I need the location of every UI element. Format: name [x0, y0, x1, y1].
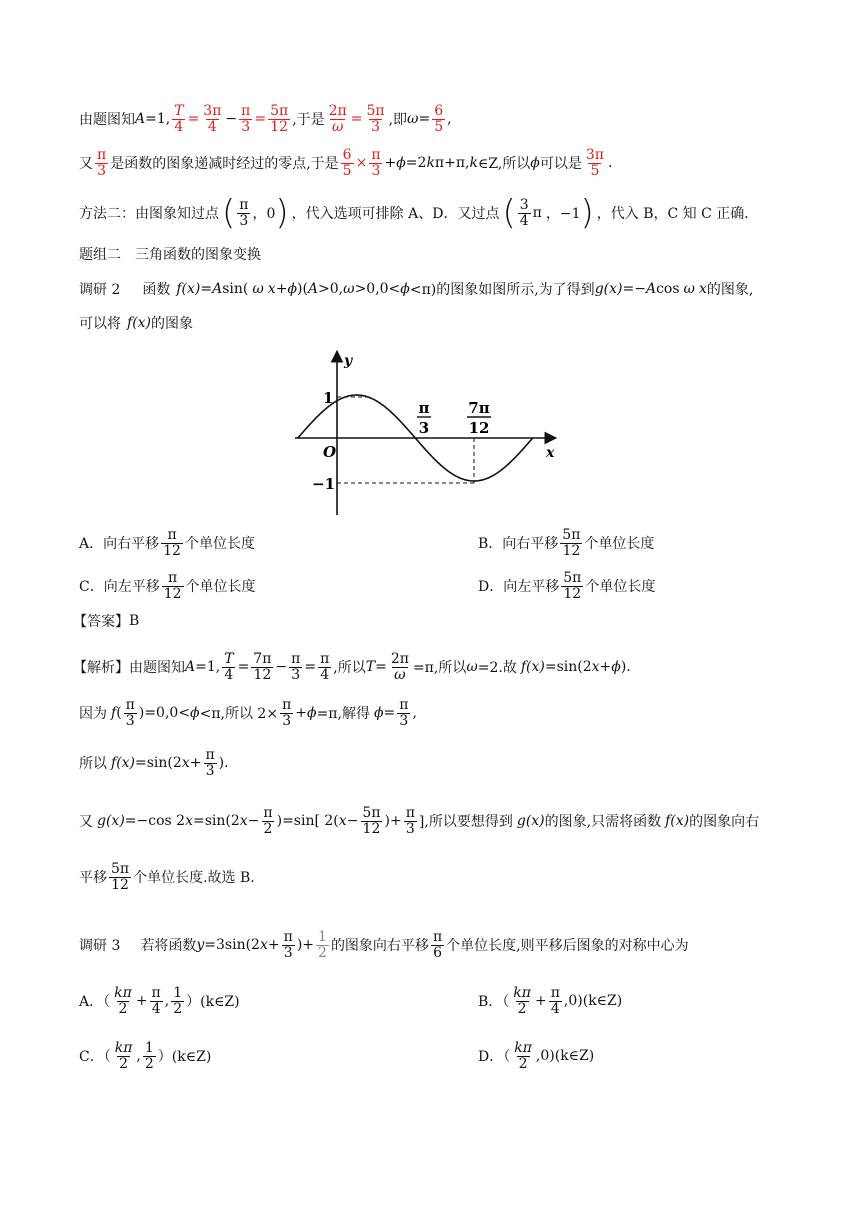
question-2-line-2: 可以将 f (x) 的图象: [79, 315, 194, 332]
text: ,: [447, 111, 452, 128]
var: k: [426, 155, 435, 172]
text: 是函数的图象递减时经过的零点,于是: [110, 156, 339, 173]
analysis-line-4: 又 g (x) =−cos 2 x =sin(2 x − $\frac{\pi}{2}$ )=sin[ 2( x − $\frac{5\pi}{12}$ )+ $\frac{\pi}{3}$ ],所以要想得到 g (x) 的图象,只需将函数 f (x) 的图象向右: [79, 805, 760, 837]
text: 又: [79, 156, 93, 173]
origin-label: O: [323, 443, 337, 461]
text: =: [254, 111, 267, 128]
var: A: [135, 111, 146, 128]
option-3b[interactable]: B．（ $\frac{k\pi}{2}$ + $\frac{\pi}{4}$ ,0)(k∈Z): [478, 985, 623, 1017]
pi-over-3-num: π: [418, 399, 430, 417]
text: 可以是: [539, 156, 582, 173]
pi-over-3-den: 3: [418, 419, 430, 437]
option-2a[interactable]: A．向右平移 $\frac{\pi}{12}$ 个单位长度: [79, 527, 255, 559]
answer-line: [73, 611, 139, 631]
question-2-line-1: 调研 2 函数 f (x) = A sin( ω x + ϕ )( A >0, ω >0,0< ϕ <π)的图象如图所示,为了得到 g (x) =− A cos ω x 的图象,: [79, 281, 754, 298]
answer-value: B: [129, 613, 140, 629]
text: =1,: [145, 111, 171, 128]
option-3c[interactable]: C．（ $\frac{k\pi}{2}$ , $\frac{1}{2}$ ）(k∈Z): [79, 1040, 212, 1072]
fraction: $\frac{3\pi}{5}$: [585, 147, 604, 179]
option-3d[interactable]: D．（ $\frac{k\pi}{2}$ ,0)(k∈Z): [478, 1040, 595, 1072]
analysis-line-3: 所以 f (x) =sin(2 x + $\frac{\pi}{3}$ ).: [79, 747, 229, 779]
text: 题组二 三角函数的图象变换: [79, 247, 261, 263]
solution-line-2: [79, 148, 612, 178]
option-2d[interactable]: D．向左平移 $\frac{5\pi}{12}$ 个单位长度: [478, 570, 656, 602]
y-axis-label: y: [344, 353, 353, 369]
text: =: [187, 111, 200, 128]
var: ω: [407, 111, 419, 128]
point-two: ( $\frac{3}{4}$ π ，−1 ): [502, 193, 594, 233]
fraction: $\frac{6}{5}$: [342, 147, 352, 179]
text: ,于是: [292, 112, 325, 129]
text: ∈Z,所以: [478, 156, 531, 173]
text: .: [607, 155, 613, 172]
analysis-line-5: 平移 $\frac{5\pi}{12}$ 个单位长度.故选 B.: [79, 861, 255, 893]
text: =: [350, 111, 363, 128]
var: ϕ: [396, 155, 406, 172]
fraction: $\frac{5\pi}{12}$: [270, 103, 289, 135]
var: ϕ: [530, 155, 540, 172]
seven-pi-over-12-den: 12: [468, 419, 490, 437]
seven-pi-over-12-num: 7π: [468, 399, 490, 417]
question-label: 调研 2: [79, 282, 121, 298]
point-one: ( $\frac{\pi}{3}$ ，0 ): [222, 193, 289, 233]
option-3a[interactable]: A．（ $\frac{k\pi}{2}$ + $\frac{\pi}{4}$ , $\frac{1}{2}$ ）(k∈Z): [79, 985, 240, 1017]
text: ×: [355, 155, 368, 172]
x-axis-label: x: [546, 445, 555, 461]
text: 方法二：由图象知过点: [79, 206, 219, 222]
analysis-line-2: 因为 f ( $\frac{\pi}{3}$ )=0,0< ϕ <π,所以 2× $\frac{\pi}{3}$ + ϕ =π,解得 ϕ = $\frac{\pi}{3}$ ,: [79, 697, 417, 729]
question-3-line: 调研 3 若将函数 y =3sin(2 x + $\frac{\pi}{3}$ )+ $\frac{1}{2}$ 的图象向右平移 $\frac{\pi}{6}$ 个单位长度,则平移后图象的对称中心为: [79, 929, 689, 961]
option-2c[interactable]: C．向左平移 $\frac{\pi}{12}$ 个单位长度: [79, 570, 256, 602]
text: ,即: [388, 112, 408, 129]
fraction: $\frac{\pi}{3}$: [97, 147, 107, 179]
analysis-line-1: 【解析】 由题图知 A =1, $\frac{T}{4}$ = $\frac{7\pi}{12}$ − $\frac{\pi}{3}$ = $\frac{\pi}{4}$ ,所以 T = $\frac{2\pi}{\omega}$ =π,所以 ω =2.故 f (x) =sin(2 x + ϕ ).: [73, 651, 631, 683]
fraction: $\frac{\pi}{3}$: [241, 103, 251, 135]
var: k: [469, 155, 478, 172]
text: =2: [405, 155, 427, 172]
fraction: $\frac{2\pi}{\omega}$: [328, 103, 347, 135]
method-two-line: [79, 193, 759, 233]
fraction: $\frac{T}{4}$: [174, 103, 184, 135]
text: π+π,: [434, 155, 470, 172]
fraction: $\frac{3\pi}{4}$: [203, 103, 222, 135]
section-heading: [79, 244, 261, 264]
text: ，代入选项可排除 A、D．又过点: [291, 206, 500, 222]
text: =: [418, 111, 431, 128]
text: 由题图知: [79, 112, 135, 129]
sine-graph: [290, 345, 570, 520]
tick-1: 1: [323, 389, 334, 407]
text: 函数: [142, 282, 171, 298]
answer-label: 【答案】: [73, 614, 129, 630]
fraction: $\frac{5\pi}{3}$: [366, 103, 385, 135]
option-2b[interactable]: B．向右平移 $\frac{5\pi}{12}$ 个单位长度: [478, 527, 655, 559]
tick-minus-1: −1: [312, 475, 336, 493]
text: −: [225, 111, 238, 128]
solution-line-1: [79, 104, 452, 134]
fraction: $\frac{\pi}{3}$: [371, 147, 381, 179]
text: +: [384, 155, 397, 172]
fraction: $\frac{6}{5}$: [434, 103, 444, 135]
text: ，代入 B，C 知 C 正确．: [596, 206, 759, 222]
